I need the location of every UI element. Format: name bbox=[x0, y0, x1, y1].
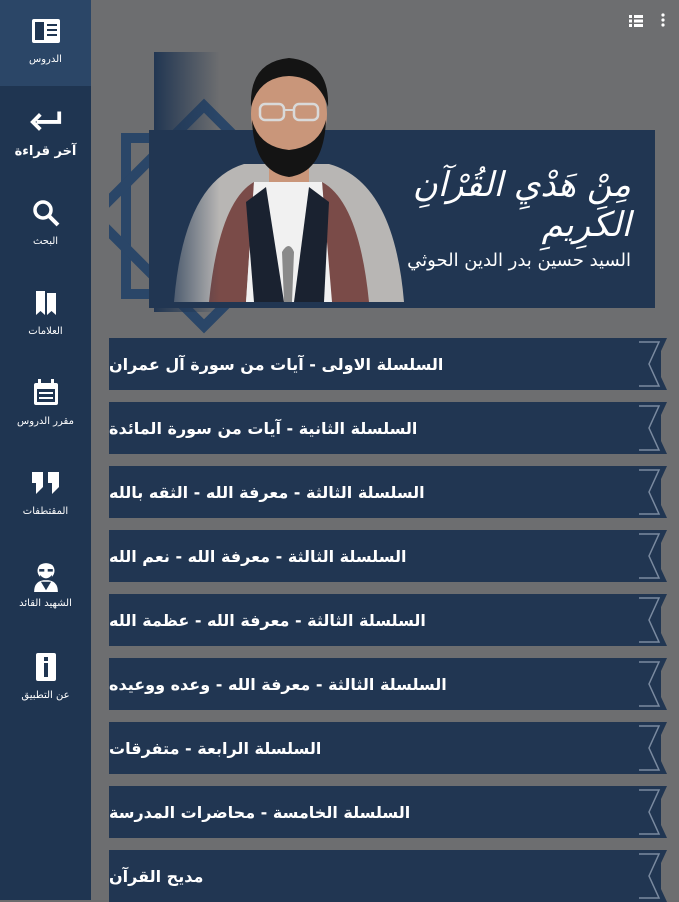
list-item-tab-icon bbox=[633, 850, 667, 902]
list-item-label: السلسلة الثانية - آيات من سورة المائدة bbox=[109, 418, 418, 438]
list-item[interactable] bbox=[109, 402, 661, 454]
list-item-tab-icon bbox=[633, 338, 667, 390]
list-item[interactable] bbox=[109, 658, 661, 710]
sidebar-item-about[interactable] bbox=[0, 636, 91, 722]
calendar-icon bbox=[29, 376, 63, 410]
list-item-tab-icon bbox=[633, 402, 667, 454]
list-item[interactable] bbox=[109, 338, 661, 390]
list-item-label: السلسلة الثالثة - معرفة الله - نعم الله bbox=[109, 546, 407, 566]
list-item-label: السلسلة الاولى - آيات من سورة آل عمران bbox=[109, 354, 444, 374]
sidebar bbox=[0, 0, 92, 900]
list-item-label: مديح القرآن bbox=[109, 866, 204, 886]
list-item-tab-icon bbox=[633, 530, 667, 582]
bookmark-icon bbox=[29, 286, 63, 320]
sidebar-item-schedule[interactable] bbox=[0, 362, 91, 448]
list-item[interactable] bbox=[109, 466, 661, 518]
list-item-label: السلسلة الثالثة - معرفة الله - عظمة الله bbox=[109, 610, 426, 630]
sidebar-item-label: الشهيد القائد bbox=[19, 598, 72, 609]
main-content bbox=[91, 0, 679, 900]
list-item-label: السلسلة الثالثة - معرفة الله - وعده ووعيده bbox=[109, 674, 447, 694]
banner-title: مِنْ هَدْيِ القُرْآنِ الكَرِيمِ bbox=[412, 165, 631, 245]
sidebar-item-label: مقرر الدروس bbox=[17, 416, 74, 427]
book-icon bbox=[29, 14, 63, 48]
sidebar-item-label: آخر قراءة bbox=[14, 144, 77, 159]
sidebar-item-bookmarks[interactable] bbox=[0, 272, 91, 358]
grid-view-icon[interactable] bbox=[629, 12, 643, 31]
list-item-tab-icon bbox=[633, 466, 667, 518]
list-item-label: السلسلة الثالثة - معرفة الله - الثقه بالله bbox=[109, 482, 425, 502]
list-item-label: السلسلة الرابعة - متفرقات bbox=[109, 738, 322, 758]
list-item[interactable] bbox=[109, 722, 661, 774]
more-options-icon[interactable] bbox=[661, 12, 665, 31]
banner-subtitle: السيد حسين بدر الدين الحوثي bbox=[407, 250, 631, 271]
sidebar-item-label: الدروس bbox=[29, 54, 62, 65]
top-actions bbox=[629, 12, 665, 31]
sidebar-item-excerpts[interactable] bbox=[0, 452, 91, 538]
sidebar-item-search[interactable] bbox=[0, 182, 91, 268]
search-icon bbox=[29, 196, 63, 230]
list-item-tab-icon bbox=[633, 786, 667, 838]
sidebar-item-label: العلامات bbox=[28, 326, 63, 337]
list-item-tab-icon bbox=[633, 722, 667, 774]
sidebar-item-lessons[interactable] bbox=[0, 0, 91, 86]
list-item[interactable] bbox=[109, 530, 661, 582]
sidebar-item-label: البحث bbox=[32, 236, 59, 247]
list-item[interactable] bbox=[109, 594, 661, 646]
list-item[interactable] bbox=[109, 850, 661, 902]
sidebar-item-last-read[interactable] bbox=[0, 90, 91, 176]
portrait-icon bbox=[29, 558, 63, 592]
info-icon bbox=[29, 650, 63, 684]
list-item-tab-icon bbox=[633, 658, 667, 710]
list-item[interactable] bbox=[109, 786, 661, 838]
sidebar-item-label: المقتطفات bbox=[22, 506, 69, 517]
list-item-tab-icon bbox=[633, 594, 667, 646]
list-item-label: السلسلة الخامسة - محاضرات المدرسة bbox=[109, 802, 411, 822]
sidebar-item-label: عن التطبيق bbox=[21, 690, 70, 701]
quote-icon bbox=[29, 466, 63, 500]
sidebar-item-martyr-leader[interactable] bbox=[0, 544, 91, 630]
arrow-back-icon bbox=[29, 104, 63, 138]
